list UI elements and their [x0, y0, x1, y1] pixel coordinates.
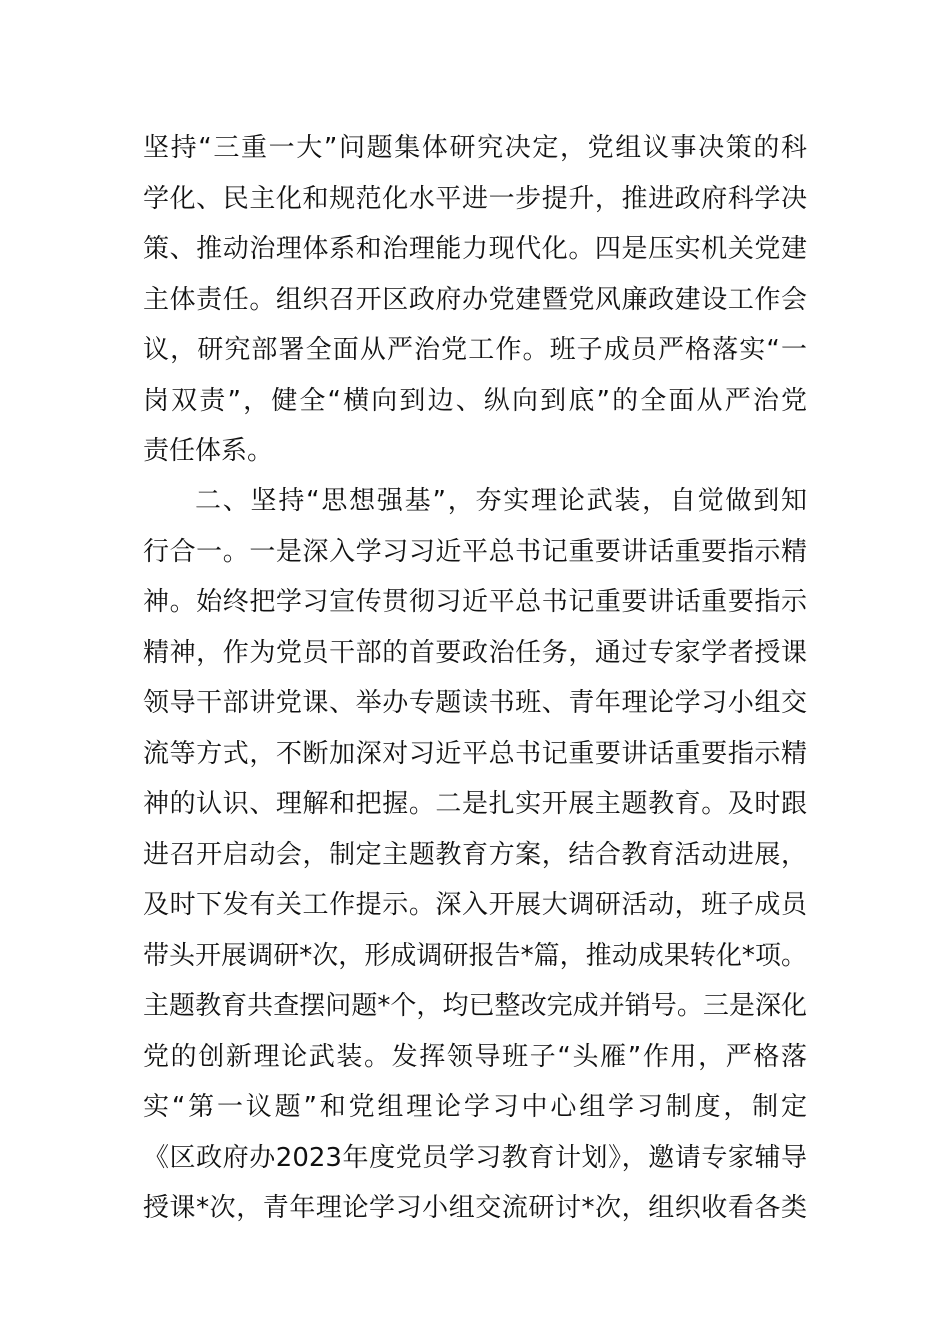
paragraph-line: 议，研究部署全面从严治党工作。班子成员严格落实“一: [143, 335, 807, 365]
paragraph-1: [143, 123, 807, 477]
paragraph-line: 策、推动治理体系和治理能力现代化。四是压实机关党建: [143, 234, 807, 264]
paragraph-line: 主体责任。组织召开区政府办党建暨党风廉政建设工作会: [143, 284, 807, 315]
paragraph-line: 进召开启动会，制定主题教育方案，结合教育活动进展，: [143, 839, 807, 870]
paragraph-line: 《区政府办2023年度党员学习教育计划》，邀请专家辅导: [143, 1142, 807, 1173]
paragraph-line: 流等方式，不断加深对习近平总书记重要讲话重要指示精: [143, 738, 807, 769]
paragraph-line: 授课*次，青年理论学习小组交流研讨*次，组织收看各类: [143, 1193, 807, 1223]
paragraph-line: 主题教育共查摆问题*个，均已整改完成并销号。三是深化: [143, 991, 807, 1021]
paragraph-line: 二、坚持“思想强基”，夯实理论武装，自觉做到知: [195, 486, 807, 516]
paragraph-line: 学化、民主化和规范化水平进一步提升，推进政府科学决: [143, 183, 807, 214]
paragraph-line: 实“第一议题”和党组理论学习中心组学习制度，制定: [143, 1092, 807, 1122]
paragraph-line: 及时下发有关工作提示。深入开展大调研活动，班子成员: [143, 890, 807, 920]
paragraph-line: 神的认识、理解和把握。二是扎实开展主题教育。及时跟: [143, 789, 807, 819]
paragraph-line: 行合一。一是深入学习习近平总书记重要讲话重要指示精: [143, 536, 807, 567]
paragraph-line: 精神，作为党员干部的首要政治任务，通过专家学者授课: [143, 637, 807, 668]
paragraph-line: 责任体系。: [143, 436, 274, 466]
paragraph-line: 领导干部讲党课、举办专题读书班、青年理论学习小组交: [143, 688, 807, 718]
paragraph-2: [143, 476, 807, 1234]
paragraph-line: 坚持“三重一大”问题集体研究决定，党组议事决策的科: [143, 133, 807, 163]
paragraph-line: 神。始终把学习宣传贯彻习近平总书记重要讲话重要指示: [143, 587, 807, 617]
paragraph-line: 岗双责”，健全“横向到边、纵向到底”的全面从严治党: [143, 385, 807, 416]
paragraph-line: 带头开展调研*次，形成调研报告*篇，推动成果转化*项。: [143, 940, 807, 971]
paragraph-line: 党的创新理论武装。发挥领导班子“头雁”作用，严格落: [143, 1041, 807, 1072]
